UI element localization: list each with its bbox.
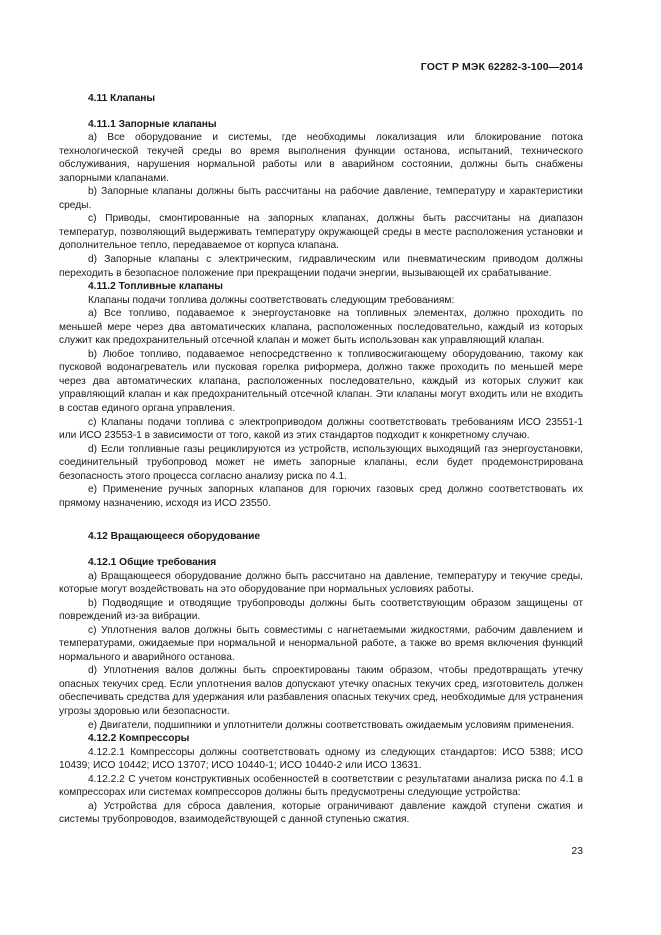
paragraph: Клапаны подачи топлива должны соответствовать следующим требованиям: (88, 294, 455, 306)
paragraph: с) Клапаны подачи топлива с электроприводом должны соответствовать требованиям ИСО 23551-1 или ИСО 23553-1 в зависимости от того, какой из этих стандартов подходит к конкретному случаю. (59, 416, 583, 442)
paragraph: d) Если топливные газы рециклируются из устройств, использующих выходящий газ энергоустановки, соединительный трубопровод может не иметь запорные клапаны, если будет продемонстрирована безопасность этого процесса согласно анализу риска по 4.1. (59, 443, 583, 482)
paragraph: е) Применение ручных запорных клапанов для горючих газовых сред должно соответствовать их прямому назначению, исходя из ИСО 23550. (59, 484, 583, 509)
paragraph: а) Все топливо, подаваемое к энергоустановке на топливных элементах, должно проходить по меньшей мере через два автоматических клапана, расположенных последовательно, каждый из которых служит как предохранительный отсечной клапан и может быть использован как управляющий клапан. (59, 308, 583, 347)
section-4-12-2-title: 4.12.2 Компрессоры (88, 733, 190, 745)
paragraph: е) Двигатели, подшипники и уплотнители должны соответствовать ожидаемым условиям применения. (88, 719, 575, 731)
page-content (59, 92, 583, 827)
paragraph: 4.12.2.2 С учетом конструктивных особенностей в соответствии с результатами анализа риска по 4.1 в компрессорах или системах компрессоров должны быть предусмотрены следующие устройства: (59, 773, 583, 799)
section-4-11-2-title: 4.11.2 Топливные клапаны (88, 281, 223, 293)
paragraph: d) Уплотнения валов должны быть спроектированы таким образом, чтобы предотвращать утечку опасных текучих сред. Если уплотнения валов допускают утечку опасных текучих сред, изготовитель должен обеспечивать средства для удержания или разбавления опасных текучих сред, необходимые для устранения угрозы здоровью или безопасности. (59, 665, 583, 717)
paragraph: а) Устройства для сброса давления, которые ограничивают давление каждой ступени сжатия и системы трубопроводов, взаимодействующей с данной ступенью сжатия. (59, 800, 583, 826)
paragraph: с) Уплотнения валов должны быть совместимы с нагнетаемыми жидкостями, рабочим давлением и температурами, ожидаемые при нормальной и ненормальной работе, а также во время включения функций нормального и аварийного останова. (59, 624, 583, 663)
paragraph: d) Запорные клапаны с электрическим, гидравлическим или пневматическим приводом должны переходить в безопасное положение при прекращении подачи энергии, вызывающей их срабатывание. (59, 254, 583, 279)
standard-header: ГОСТ Р МЭК 62282-3-100—2014 (420, 61, 583, 73)
paragraph: а) Все оборудование и системы, где необходимы локализация или блокирование потока технологической текучей среды во время выполнения функции останова, испытаний, технического обслуживания, нарушения нормальной работы или в аварийном состоянии, должны быть снабжены запорными клапанами. (59, 132, 583, 184)
paragraph: 4.12.2.1 Компрессоры должны соответствовать одному из следующих стандартов: ИСО 5388; ИСО 10439; ИСО 10442; ИСО 13707; ИСО 10440-1; ИСО 10440-2 или ИСО 13631. (59, 746, 583, 772)
paragraph: b) Подводящие и отводящие трубопроводы должны быть соответствующим образом защищены от повреждений из-за вибрации. (59, 597, 583, 623)
page-number: 23 (571, 845, 583, 857)
section-4-12-title: 4.12 Вращающееся оборудование (88, 531, 261, 543)
paragraph: b) Любое топливо, подаваемое непосредственно к топливосжигающему оборудованию, такому как пусковой водонагреватель или пусковая горелка риформера, должно также проходить по меньшей мере через два автоматических клапана, расположенных последовательно, каждый из которых служит как управляющий клапан и как предохранительный отсечной клапан. Эти клапаны могут входить или не входить в состав единого органа управления. (59, 348, 583, 415)
section-4-12-1-title: 4.12.1 Общие требования (88, 556, 217, 568)
paragraph: а) Вращающееся оборудование должно быть рассчитано на давление, температуру и текучие среды, которые могут воздействовать на это оборудование при нормальных условиях работы. (59, 570, 583, 596)
paragraph: b) Запорные клапаны должны быть рассчитаны на рабочие давление, температуру и характеристики среды. (59, 186, 583, 211)
section-4-11-title: 4.11 Клапаны (88, 93, 156, 104)
section-4-11-1-title: 4.11.1 Запорные клапаны (88, 118, 217, 130)
paragraph: с) Приводы, смонтированные на запорных клапанах, должны быть рассчитаны на диапазон температур, позволяющий выдерживать температуру окружающей среды в месте расположения установки и дополнительное тепло, передаваемое от корпуса клапана. (59, 213, 583, 252)
